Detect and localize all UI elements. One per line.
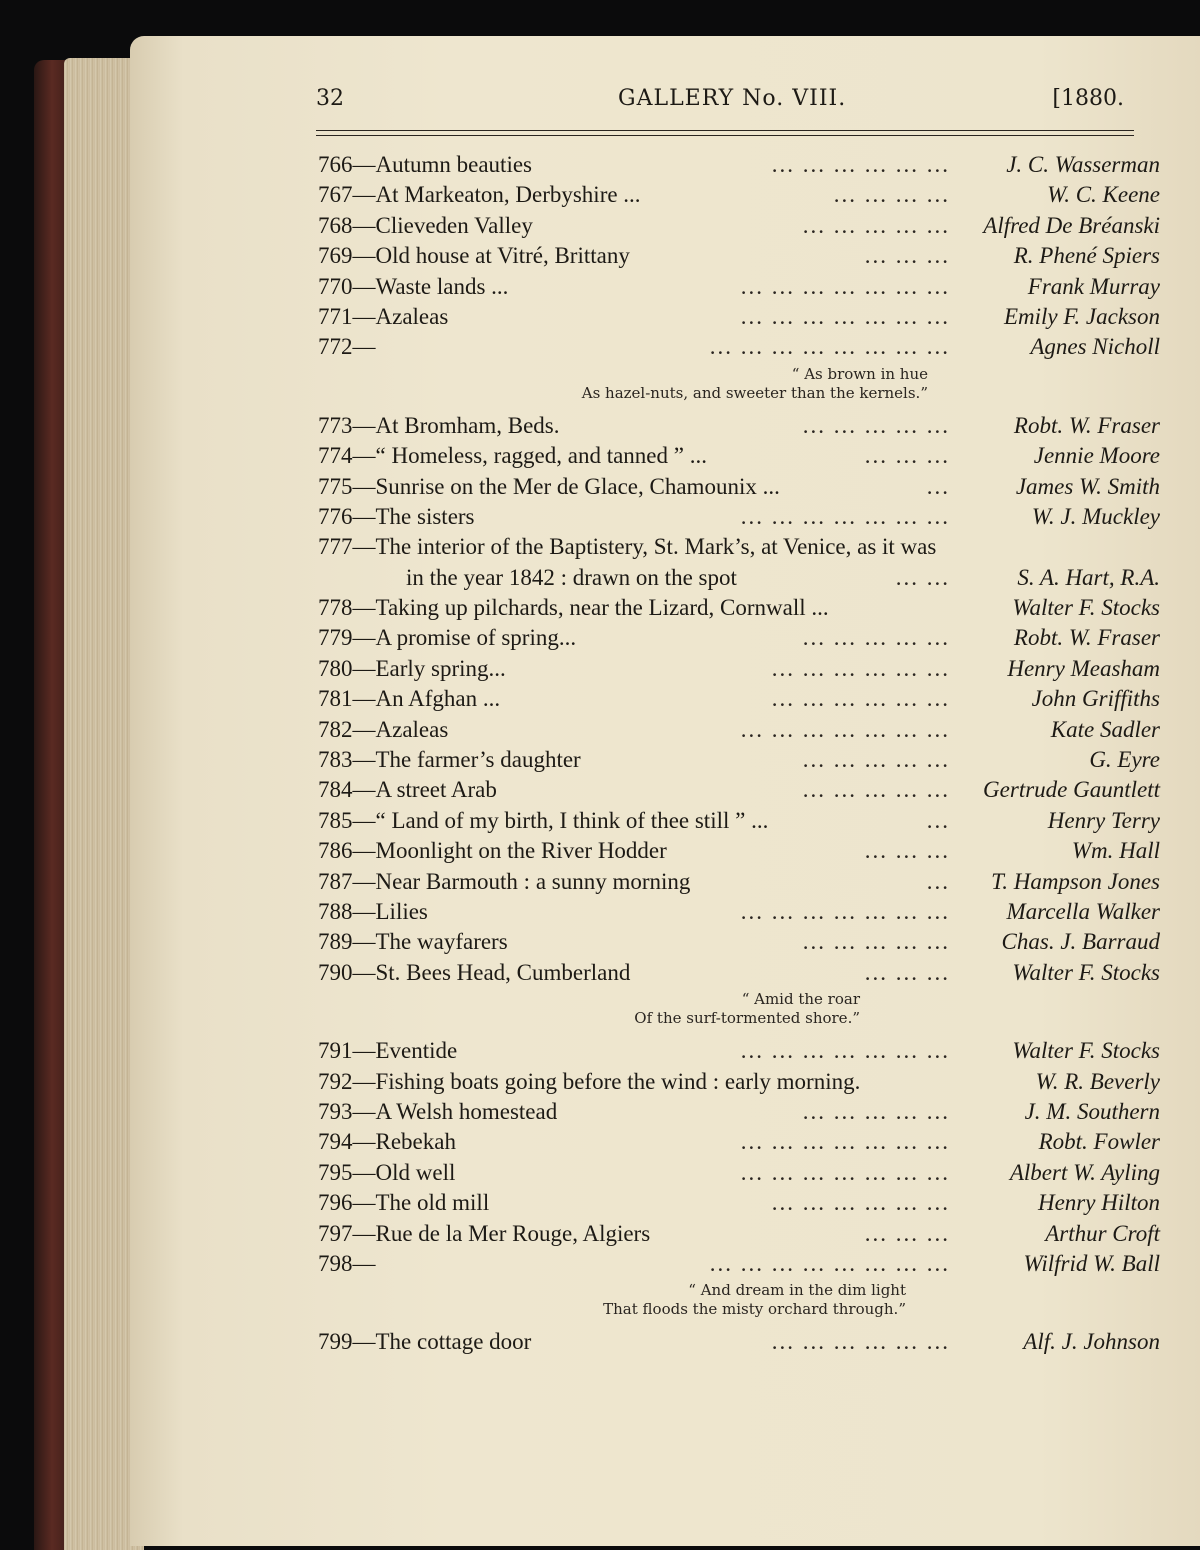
catalogue-entry: [318, 745, 1160, 775]
entry-number: 776: [318, 503, 353, 529]
entry-number: 770: [318, 273, 353, 299]
entry-title-text: The old mill: [375, 1190, 490, 1216]
entry-number: 791: [318, 1038, 353, 1064]
entry-title-text: Lilies: [375, 898, 428, 924]
entry-number: 782: [318, 716, 353, 742]
entry-title-text: Taking up pilchards, near the Lizard, Cornwall ...: [375, 595, 829, 621]
artist-name: Albert W. Ayling: [1009, 1159, 1160, 1185]
artist-name: Robt. W. Fraser: [1013, 412, 1160, 438]
artist-name: Henry Terry: [1047, 807, 1160, 833]
entry-title-text: “ Land of my birth, I think of thee still ” ...: [375, 807, 769, 833]
entry-title: 790—St. Bees Head, Cumberland: [318, 959, 631, 985]
entry-number: 784: [318, 777, 353, 803]
quotation-line: “ Amid the roar: [741, 990, 860, 1009]
entry-number: 797: [318, 1220, 353, 1246]
entry-title-text: Clieveden Valley: [375, 212, 533, 238]
entry-number: 792: [318, 1068, 353, 1094]
leader-dots: ... ... ... ... ...: [802, 747, 950, 773]
entry-title: [406, 563, 737, 593]
artist-name: Alfred De Bréanski: [983, 212, 1160, 238]
leader-dots: ... ... ... ... ...: [802, 412, 950, 438]
artist-name: Alf. J. Johnson: [1023, 1329, 1160, 1355]
entry-title-text: The farmer’s daughter: [375, 747, 581, 773]
entry-title: 773—At Bromham, Beds.: [318, 412, 560, 438]
header-rule: [316, 135, 1134, 136]
entry-title: 767—At Markeaton, Derbyshire ...: [318, 182, 641, 208]
artist-name: J. M. Southern: [1024, 1098, 1160, 1124]
artist-name: W. J. Muckley: [1031, 503, 1160, 529]
catalogue-entry: [318, 927, 1160, 957]
artist-name: W. R. Beverly: [1035, 1068, 1160, 1094]
entry-number: 772: [318, 334, 353, 360]
catalogue-entry: [318, 1188, 1160, 1218]
leader-dots: ... ... ... ... ... ...: [771, 655, 950, 681]
catalogue-entry: [318, 897, 1160, 927]
gallery-title: GALLERY No. VIII.: [618, 86, 847, 111]
catalogue-entry: [318, 1158, 1160, 1188]
leader-dots: ... ... ... ... ... ... ...: [740, 1129, 950, 1155]
entry-number: 779: [318, 625, 353, 651]
catalogue-entry: [318, 211, 1160, 241]
entry-title-text: The wayfarers: [375, 929, 508, 955]
artist-name: James W. Smith: [1015, 473, 1160, 499]
entry-title: 772—: [318, 334, 376, 360]
catalogue-entry: [318, 654, 1160, 684]
entry-title: 771—Azaleas: [318, 303, 449, 329]
entry-title: 792—Fishing boats going before the wind : early morning.: [318, 1068, 861, 1094]
leader-dots: ... ... ... ...: [833, 182, 950, 208]
quotation-line: As hazel-nuts, and sweeter than the kernels.”: [581, 383, 928, 402]
leader-dots: ... ... ... ... ... ... ...: [740, 503, 950, 529]
catalogue-entry: [318, 1036, 1160, 1066]
catalogue-entry: [318, 1127, 1160, 1157]
entry-title: 798—: [318, 1250, 376, 1276]
entry-number: 775: [318, 473, 353, 499]
entry-number: 777: [318, 534, 353, 560]
leader-dots: ...: [926, 868, 950, 894]
page-header: [288, 86, 1164, 126]
entry-title: 787—Near Barmouth : a sunny morning: [318, 868, 691, 894]
entry-title-text: Near Barmouth : a sunny morning: [375, 868, 691, 894]
entry-number: 799: [318, 1329, 353, 1355]
catalogue-list: [318, 150, 1160, 1358]
catalogue-entry: [318, 502, 1160, 532]
artist-name: Marcella Walker: [1006, 898, 1160, 924]
entry-title: 784—A street Arab: [318, 777, 497, 803]
artist-name: G. Eyre: [1089, 747, 1160, 773]
entry-title: 797—Rue de la Mer Rouge, Algiers: [318, 1220, 651, 1246]
catalogue-entry: [318, 958, 1160, 988]
entry-title: 795—Old well: [318, 1159, 456, 1185]
leader-dots: ... ... ... ... ... ... ... ...: [709, 1250, 950, 1276]
entry-title: 786—Moonlight on the River Hodder: [318, 838, 667, 864]
year-label: [1880.: [1052, 86, 1124, 111]
quotation-line: Of the surf-tormented shore.”: [634, 1009, 860, 1028]
catalogue-entry: [318, 1219, 1160, 1249]
leader-dots: ... ... ...: [864, 443, 950, 469]
artist-name: Gertrude Gauntlett: [983, 777, 1160, 803]
leader-dots: ... ... ... ... ...: [802, 625, 950, 651]
entry-title-text: “ Homeless, ragged, and tanned ” ...: [375, 443, 707, 469]
entry-number: 785: [318, 807, 353, 833]
entry-title-text: Moonlight on the River Hodder: [375, 838, 667, 864]
entry-title: 793—A Welsh homestead: [318, 1098, 558, 1124]
catalogue-entry: [318, 150, 1160, 180]
page-content: [288, 86, 1164, 1355]
catalogue-entry: [318, 332, 1160, 362]
entry-number: 766: [318, 152, 353, 177]
artist-name: Wm. Hall: [1071, 838, 1160, 864]
verse-quotation: [318, 988, 1160, 1036]
leader-dots: ... ... ... ... ... ... ...: [740, 1038, 950, 1064]
leader-dots: ... ... ...: [864, 838, 950, 864]
entry-title: 789—The wayfarers: [318, 929, 508, 955]
catalogue-entry: [318, 532, 1160, 562]
entry-title: 785—“ Land of my birth, I think of thee still ” ...: [318, 807, 769, 833]
entry-title-text: An Afghan ...: [375, 686, 501, 712]
artist-name: Chas. J. Barraud: [1001, 929, 1160, 955]
entry-number: 788: [318, 898, 353, 924]
leader-dots: ... ... ... ... ...: [802, 212, 950, 238]
entry-title-text: Azaleas: [375, 303, 449, 329]
entry-title: 796—The old mill: [318, 1190, 490, 1216]
entry-title-text: The sisters: [375, 503, 475, 529]
entry-title-text: A street Arab: [375, 777, 497, 803]
catalogue-entry: [318, 302, 1160, 332]
catalogue-entry: [318, 180, 1160, 210]
entry-title-text: A promise of spring...: [375, 625, 577, 651]
artist-name: Walter F. Stocks: [1012, 595, 1160, 621]
catalogue-entry: [318, 1097, 1160, 1127]
catalogue-entry: [318, 684, 1160, 714]
header-rule: [316, 130, 1134, 131]
catalogue-entry: [318, 836, 1160, 866]
quotation-line: “ As brown in hue: [791, 364, 928, 383]
entry-number: 780: [318, 655, 353, 681]
leader-dots: ... ... ... ... ... ... ... ...: [709, 334, 950, 360]
entry-title: 770—Waste lands ...: [318, 273, 509, 299]
entry-title: 778—Taking up pilchards, near the Lizard, Cornwall ...: [318, 595, 829, 621]
entry-title-text: St. Bees Head, Cumberland: [375, 959, 631, 985]
entry-title: 776—The sisters: [318, 503, 475, 529]
artist-name: W. C. Keene: [1047, 182, 1160, 208]
artist-name: R. Phené Spiers: [1013, 243, 1160, 269]
leader-dots: ... ... ... ... ... ...: [771, 152, 950, 177]
catalogue-entry: [318, 411, 1160, 441]
artist-name: Kate Sadler: [1050, 716, 1160, 742]
verse-quotation: [318, 1279, 1160, 1327]
catalogue-entry: [318, 867, 1160, 897]
leader-dots: ... ...: [895, 564, 950, 590]
entry-number: 796: [318, 1190, 353, 1216]
entry-title-text: Sunrise on the Mer de Glace, Chamounix ...: [375, 473, 780, 499]
catalogue-entry: [318, 563, 1160, 593]
entry-number: 769: [318, 243, 353, 269]
quotation-line: That floods the misty orchard through.”: [603, 1300, 906, 1319]
entry-title: 774—“ Homeless, ragged, and tanned ” ...: [318, 443, 707, 469]
artist-name: Wilfrid W. Ball: [1023, 1250, 1160, 1276]
catalogue-entry: [318, 272, 1160, 302]
catalogue-entry: [318, 593, 1160, 623]
leader-dots: ... ... ... ... ... ... ...: [740, 716, 950, 742]
entry-number: 786: [318, 838, 353, 864]
catalogue-entry: [318, 472, 1160, 502]
entry-number: 773: [318, 412, 353, 438]
leader-dots: ... ... ...: [864, 243, 950, 269]
leader-dots: ...: [926, 473, 950, 499]
artist-name: Robt. Fowler: [1038, 1129, 1160, 1155]
leader-dots: ... ... ... ... ... ... ...: [740, 1159, 950, 1185]
entry-title: 768—Clieveden Valley: [318, 212, 533, 238]
artist-name: Jennie Moore: [1033, 443, 1160, 469]
entry-title-text: in the year 1842 : drawn on the spot: [406, 564, 737, 590]
entry-number: 794: [318, 1129, 353, 1155]
entry-title-text: Old well: [375, 1159, 456, 1185]
leader-dots: ... ... ... ... ...: [802, 777, 950, 803]
entry-title: 788—Lilies: [318, 898, 428, 924]
artist-name: John Griffiths: [1031, 686, 1160, 712]
entry-title-text: Early spring...: [375, 655, 506, 681]
entry-title: 775—Sunrise on the Mer de Glace, Chamounix ...: [318, 473, 780, 499]
entry-title: 777—The interior of the Baptistery, St. Mark’s, at Venice, as it was: [318, 534, 937, 560]
entry-title: 783—The farmer’s daughter: [318, 747, 581, 773]
entry-title-text: Rebekah: [375, 1129, 456, 1155]
artist-name: Henry Measham: [1007, 655, 1160, 681]
entry-number: 783: [318, 747, 353, 773]
artist-name: S. A. Hart, R.A.: [1017, 564, 1160, 590]
verse-quotation: [318, 363, 1160, 411]
entry-title: 780—Early spring...: [318, 655, 506, 681]
leader-dots: ... ... ... ... ...: [802, 929, 950, 955]
entry-title-text: A Welsh homestead: [375, 1098, 558, 1124]
entry-number: 774: [318, 443, 353, 469]
entry-title-text: Azaleas: [375, 716, 449, 742]
entry-title-text: Old house at Vitré, Brittany: [375, 243, 630, 269]
artist-name: Frank Murray: [1027, 273, 1160, 299]
entry-number: 795: [318, 1159, 353, 1185]
entry-title-text: Autumn beauties: [375, 152, 532, 177]
page-number: 32: [316, 86, 344, 111]
entry-title: 766—Autumn beauties: [318, 152, 532, 177]
entry-number: 798: [318, 1250, 353, 1276]
entry-number: 778: [318, 595, 353, 621]
entry-title-text: At Bromham, Beds.: [375, 412, 560, 438]
artist-name: Robt. W. Fraser: [1013, 625, 1160, 651]
entry-number: 789: [318, 929, 353, 955]
entry-number: 793: [318, 1098, 353, 1124]
catalogue-entry: [318, 1249, 1160, 1279]
leader-dots: ... ... ...: [864, 959, 950, 985]
leader-dots: ... ... ... ... ... ...: [771, 1329, 950, 1355]
artist-name: Walter F. Stocks: [1012, 1038, 1160, 1064]
leader-dots: ... ... ... ... ... ...: [771, 686, 950, 712]
artist-name: Henry Hilton: [1037, 1190, 1160, 1216]
entry-title-text: Fishing boats going before the wind : early morning.: [375, 1068, 861, 1094]
entry-number: 771: [318, 303, 353, 329]
leader-dots: ... ... ... ... ... ... ...: [740, 898, 950, 924]
artist-name: Walter F. Stocks: [1012, 959, 1160, 985]
entry-title: 781—An Afghan ...: [318, 686, 501, 712]
entry-number: 790: [318, 959, 353, 985]
entry-number: 787: [318, 868, 353, 894]
entry-title-text: The interior of the Baptistery, St. Mark’s, at Venice, as it was: [375, 534, 937, 560]
quotation-line: “ And dream in the dim light: [688, 1281, 906, 1300]
artist-name: Agnes Nicholl: [1030, 334, 1160, 360]
leader-dots: ... ... ... ... ... ... ...: [740, 273, 950, 299]
entry-title-text: At Markeaton, Derbyshire ...: [375, 182, 641, 208]
entry-title: 769—Old house at Vitré, Brittany: [318, 243, 630, 269]
catalogue-entry: [318, 806, 1160, 836]
entry-title: 794—Rebekah: [318, 1129, 456, 1155]
artist-name: Emily F. Jackson: [1003, 303, 1160, 329]
catalogue-entry: [318, 1067, 1160, 1097]
catalogue-entry: [318, 1327, 1160, 1357]
leader-dots: ... ... ...: [864, 1220, 950, 1246]
artist-name: J. C. Wasserman: [1006, 152, 1160, 177]
catalogue-entry: [318, 623, 1160, 653]
leader-dots: ... ... ... ... ... ...: [771, 1190, 950, 1216]
leader-dots: ...: [926, 807, 950, 833]
catalogue-entry: [318, 715, 1160, 745]
leader-dots: ... ... ... ... ...: [802, 1098, 950, 1124]
catalogue-entry: [318, 775, 1160, 805]
artist-name: T. Hampson Jones: [991, 868, 1160, 894]
entry-title: 779—A promise of spring...: [318, 625, 577, 651]
entry-title-text: Rue de la Mer Rouge, Algiers: [375, 1220, 651, 1246]
leader-dots: ... ... ... ... ... ... ...: [740, 303, 950, 329]
entry-number: 767: [318, 182, 353, 208]
entry-number: 781: [318, 686, 353, 712]
entry-title-text: The cottage door: [375, 1329, 532, 1355]
entry-title: 782—Azaleas: [318, 716, 449, 742]
entry-title-text: Waste lands ...: [375, 273, 509, 299]
catalogue-entry: [318, 441, 1160, 471]
entry-number: 768: [318, 212, 353, 238]
artist-name: Arthur Croft: [1045, 1220, 1160, 1246]
entry-title: 791—Eventide: [318, 1038, 458, 1064]
catalogue-entry: [318, 241, 1160, 271]
entry-title: 799—The cottage door: [318, 1329, 532, 1355]
entry-title-text: Eventide: [375, 1038, 458, 1064]
